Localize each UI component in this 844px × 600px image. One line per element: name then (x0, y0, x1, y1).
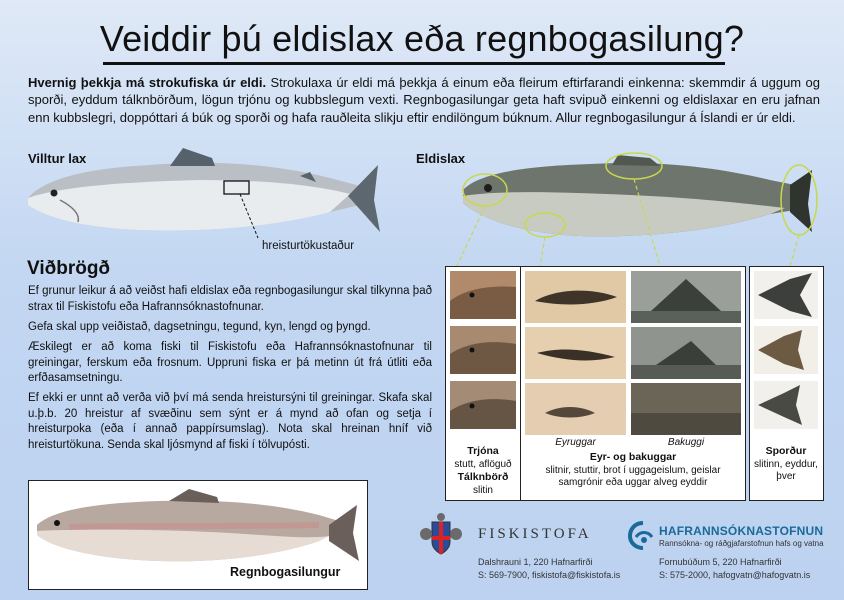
snout-title: Trjóna (467, 445, 499, 457)
fiskistofa-phone-email: S: 569-7900, fiskistofa@fiskistofa.is (478, 570, 621, 580)
gills-desc: slitin (472, 484, 493, 496)
gills-title: Tálknbörð (457, 471, 509, 483)
fins-desc: slitnir, stuttir, brot í uggageislum, geislar samgrónir eða uggar alveg eyddir (545, 464, 721, 488)
fins-title: Eyr- og bakuggar (589, 451, 677, 463)
hafro-subtitle: Rannsókna- og ráðgjafarstofnun hafs og vatna (659, 539, 824, 548)
response-heading: Viðbrögð (27, 258, 111, 279)
response-paragraph-2: Gefa skal upp veiðistað, dagsetningu, tegund, kyn, lengd og þyngd. (28, 321, 371, 333)
snout-photo-1 (450, 271, 516, 319)
fiskistofa-address: Dalshrauni 1, 220 Hafnarfirði (478, 557, 593, 567)
snout-gills-panel (445, 266, 522, 501)
dorsal-fin-label: Bakuggi (667, 437, 705, 448)
snout-photo-3 (450, 381, 516, 429)
dorsal-fin-photo-1 (631, 271, 741, 323)
fiskistofa-logo-text: FISKISTOFA (478, 526, 592, 542)
intro-lead: Hvernig þekkja má strokufiska úr eldi. (28, 75, 267, 90)
hafro-contact (659, 556, 810, 582)
pectoral-fin-photo-1 (525, 271, 626, 323)
tail-photo-2 (754, 326, 818, 374)
pectoral-fin-photo-2 (525, 327, 626, 379)
tail-title: Sporður (765, 445, 807, 457)
tail-photo-3 (754, 381, 818, 429)
response-paragraph-3: Æskilegt er að koma fiski til Fiskistofu eða Hafrannsóknastofnunar til greiningar, ferskum eða frosnum. Uppruni fiska er þá metinn út frá útliti eða erfðasamsetningu. (28, 341, 432, 385)
pectoral-fin-label: Eyruggar (555, 437, 596, 448)
response-paragraph-1: Ef grunur leikur á að veiðst hafi eldislax eða regnbogasilungur skal tilkynna það strax til Fiskistofu eða Hafrannsóknastofnunar. (28, 285, 432, 313)
snout-desc: stutt, aflöguð (454, 458, 512, 470)
page-title: Veiddir þú eldislax eða regnbogasilung? (99, 18, 745, 59)
rainbow-trout-label: Regnbogasilungur (230, 565, 341, 579)
fiskistofa-contact (478, 556, 620, 582)
dorsal-fin-photo-3 (631, 383, 741, 435)
tail-photo-1 (754, 271, 818, 319)
fins-panel (520, 266, 746, 501)
wild-salmon-image (28, 148, 380, 238)
scale-sample-location-label: hreisturtökustaður (262, 240, 355, 252)
farmed-salmon-label: Eldislax (416, 151, 466, 166)
fins-caption (525, 451, 741, 490)
hafro-phone-email: S: 575-2000, hafogvatn@hafogvatn.is (659, 570, 811, 580)
tail-caption (750, 445, 822, 484)
tail-desc: slitinn, eyddur, þver (754, 458, 818, 482)
hafro-address: Fornubúðum 5, 220 Hafnarfirði (659, 557, 782, 567)
snout-caption (446, 445, 520, 497)
tail-panel (749, 266, 824, 501)
intro-text: Strokulaxa úr eldi má þekkja á einum eða fleirum eftirfarandi einkenna: skemmdir á uggum og sporði, eyddum tálknbörðum, lögun trjónu og kubbslegum vexti. Regnbogasilungar geta haft svipuð einkenni og eldislaxar en eru jafnan enn kubbslegri, doppóttari á búk og sporði og hafa rauðleita slikju eftir endilöngum búknum. Allur regnbogasilungur á Íslandi er úr eldi. (28, 75, 821, 125)
response-paragraph-4: Ef ekki er unnt að verða við því má senda hreistursýni til greiningar. Skafa skal u.þ.b. 20 hreistur af svæðinu sem sýnt er á mynd að ofan og setja í hreisturpoka (eða í annað pappírsumslag). Nota skal hreinan hníf við hreisturtökuna. Senda skal ljósmynd af fiski í tölvupósti. (28, 392, 432, 451)
farmed-salmon-image (457, 153, 817, 266)
wild-salmon-label: Villtur lax (28, 151, 87, 166)
hafro-logo-text: HAFRANNSÓKNASTOFNUN (659, 524, 824, 538)
dorsal-fin-photo-2 (631, 327, 741, 379)
pectoral-fin-photo-3 (525, 383, 626, 435)
hafro-logo-icon (628, 520, 658, 550)
coat-of-arms-icon (418, 512, 464, 558)
snout-photo-2 (450, 326, 516, 374)
